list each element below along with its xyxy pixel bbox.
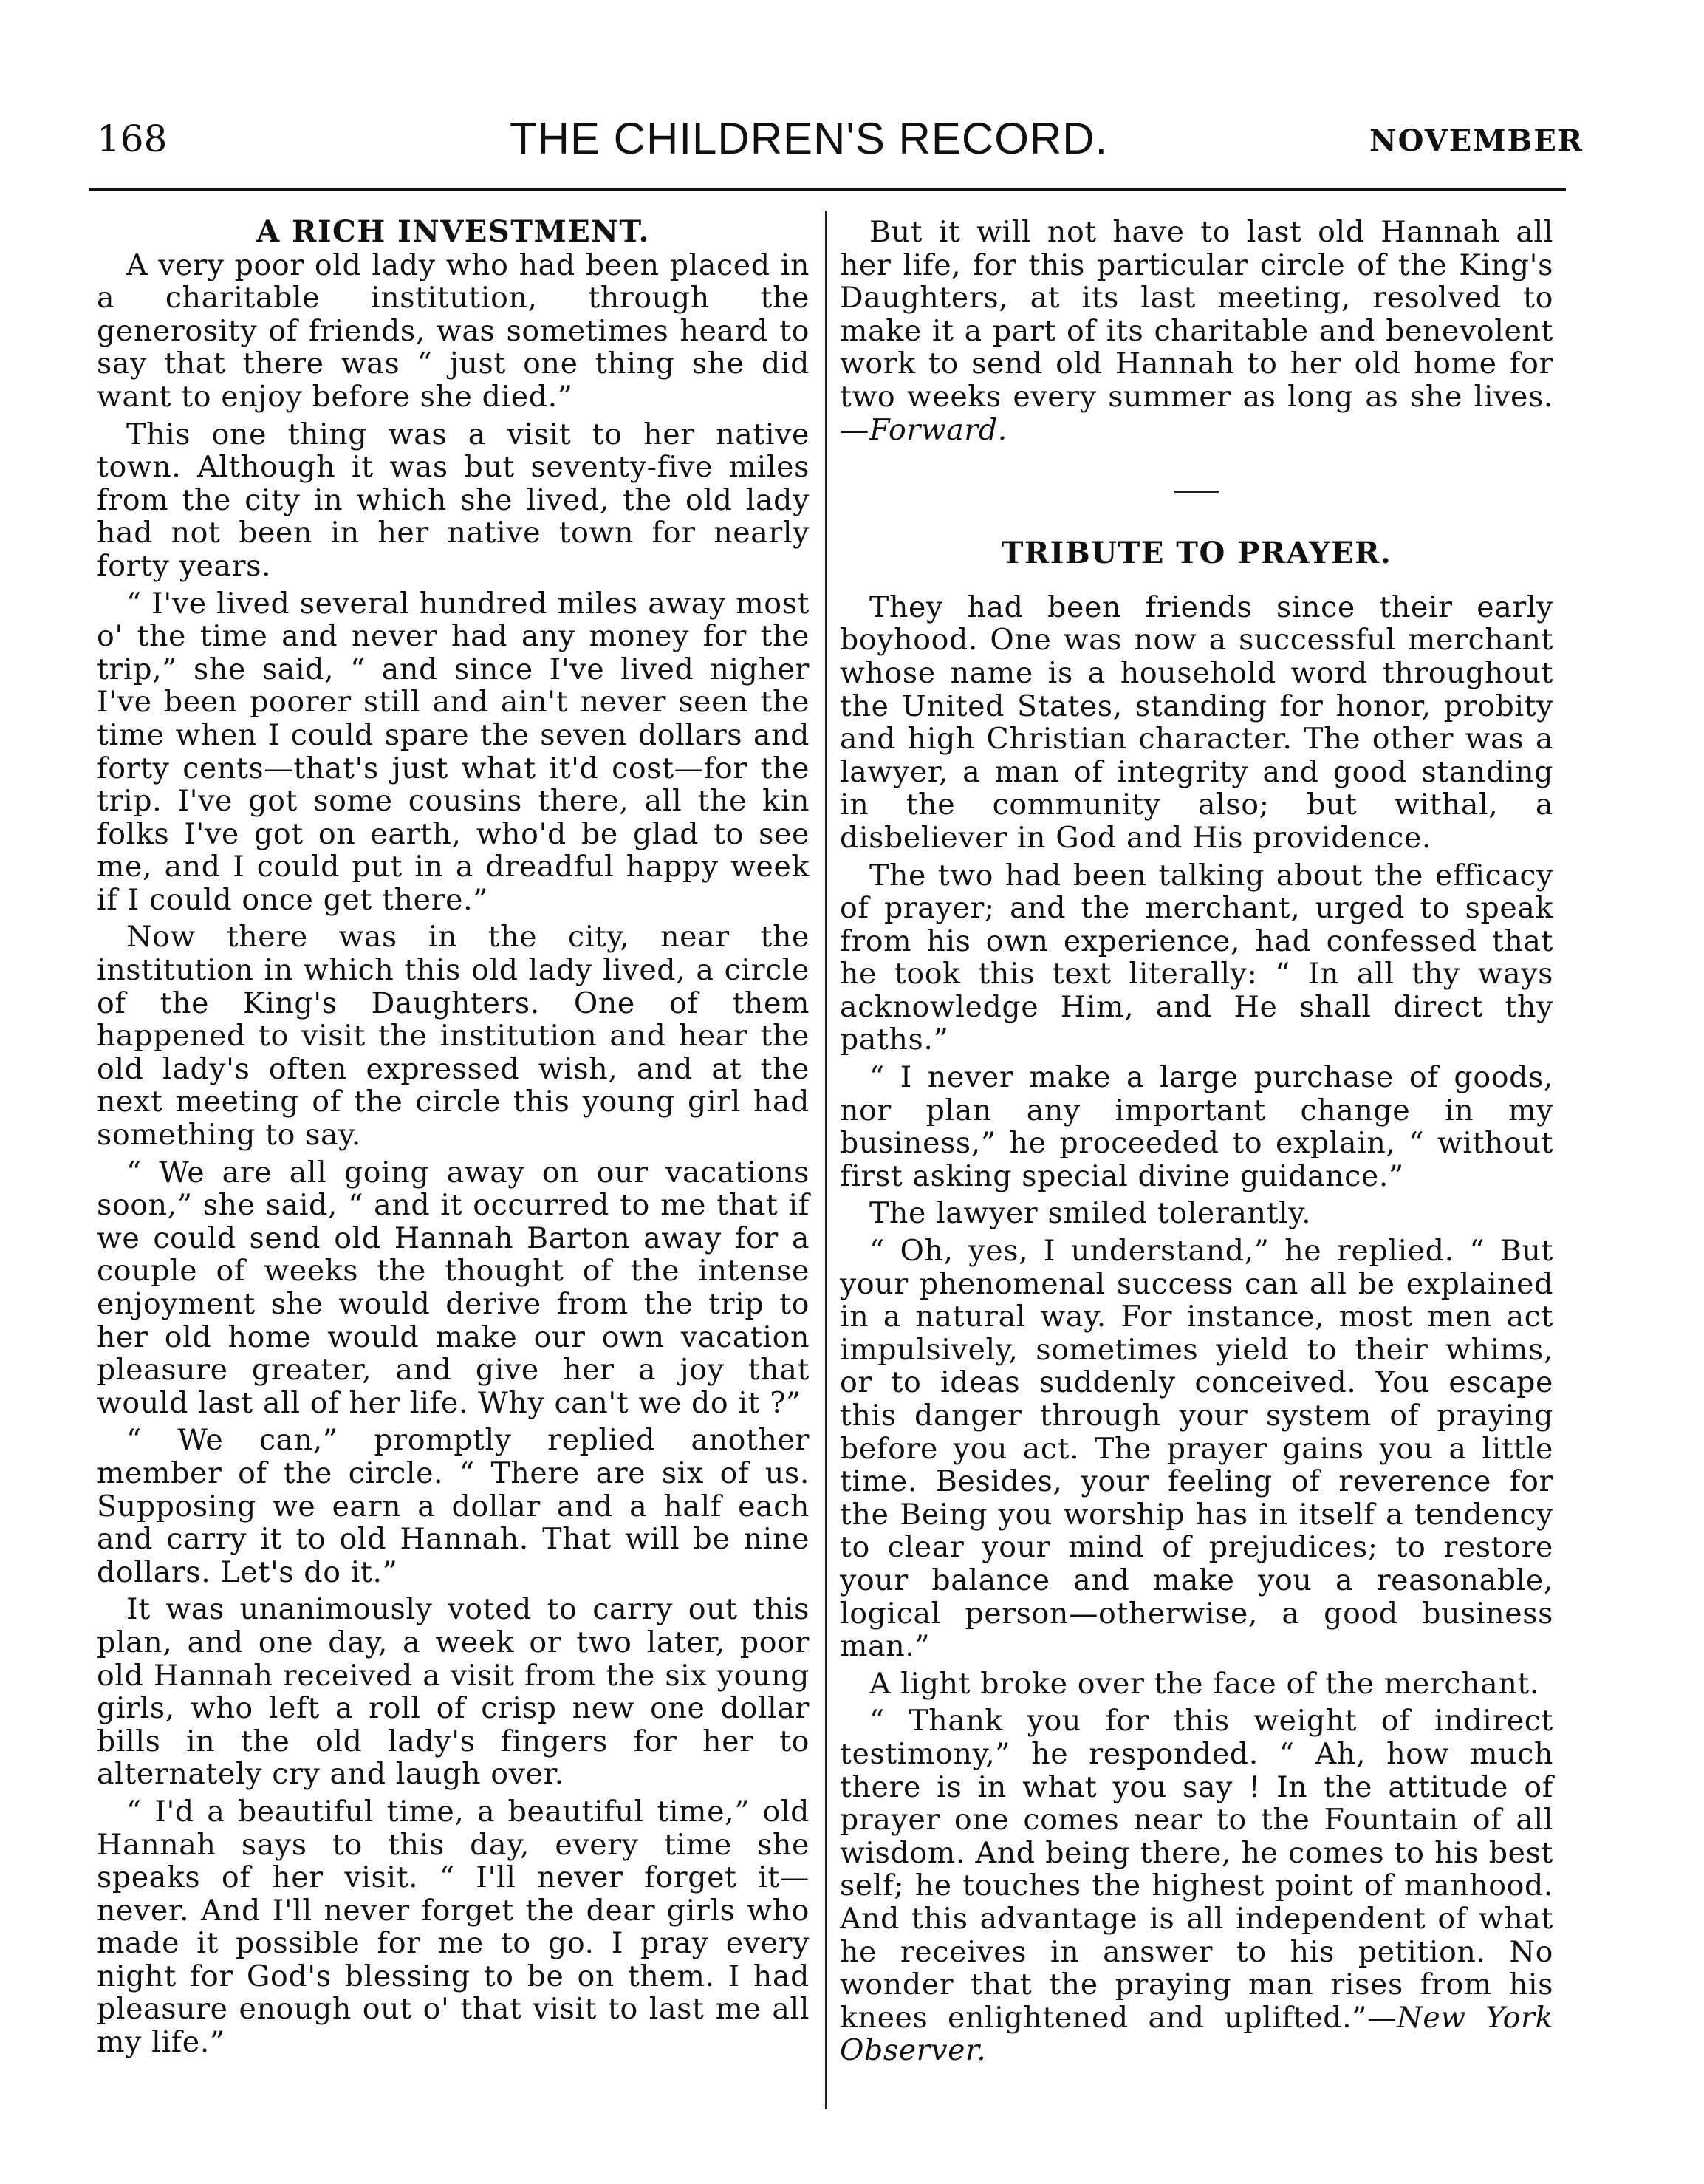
right-column	[840, 216, 1553, 2067]
article-paragraph: “ We can,” promptly replied another member of the circle. “ There are six of us. Supposing we earn a dollar and a half each and carry it to old Hannah. That will be nine dollars. Let's do it.”	[97, 1423, 810, 1589]
continued-text: But it will not have to last old Hannah all her life, for this particular circle of the King's Daughters, at its last meeting, resolved to make it a part of its charitable and benevolent work to send old Hannah to her old home for two weeks every summer as long as she lives.	[840, 215, 1553, 414]
article-source: —New York Observer.	[840, 2000, 1553, 2068]
article-paragraph: “ We are all going away on our vacations soon,” she said, “ and it occurred to me that if we could send old Hannah Barton away for a couple of weeks the thought of the intense enjoyment she would derive from the trip to her old home would make our own vacation pleasure greater, and give her a joy that would last all of her life. Why can't we do it ?”	[97, 1155, 810, 1420]
article-paragraph: They had been friends since their early boyhood. One was now a successful merchant whose name is a household word throughout the United States, standing for honor, probity and high Christian character. The other was a lawyer, a man of integrity and good standing in the community also; but withal, a disbeliever in God and His providence.	[840, 590, 1553, 855]
article-paragraph	[840, 1704, 1553, 2067]
issue-month: NOVEMBER	[1369, 123, 1584, 158]
article-paragraph: “ I've lived several hundred miles away most o' the time and never had any money for the trip,” she said, “ and since I've lived nigher I've been poorer still and ain't never seen the time when I could spare the seven dollars and forty cents—that's just what it'd cost—for the trip. I've got some cousins there, all the kin folks I've got on earth, who'd be glad to see me, and I could put in a dreadful happy week if I could once get there.”	[97, 586, 810, 917]
section-separator	[1174, 491, 1219, 493]
paragraph-text: “ Thank you for this weight of indirect testimony,” he responded. “ Ah, how much there is in what you say ! In the attitude of prayer one comes near to the Fountain of all wisdom. And being there, he comes to his best self; he touches the highest point of manhood. And this advantage is all independent of what he receives in answer to his petition. No wonder that the praying man rises from his knees enlightened and uplifted.”	[840, 1704, 1553, 2035]
article-paragraph-continued	[840, 216, 1553, 446]
article-paragraph: A light broke over the face of the merchant.	[869, 1666, 1539, 1701]
article-paragraph: “ I never make a large purchase of goods, nor plan any important change in my business,” he proceeded to explain, “ without first asking special divine guidance.”	[840, 1060, 1553, 1193]
article-paragraph: The lawyer smiled tolerantly.	[869, 1196, 1312, 1231]
article-heading: TRIBUTE TO PRAYER.	[1001, 536, 1392, 571]
column-divider	[825, 211, 827, 2109]
article-paragraph: A very poor old lady who had been placed in a charitable institution, through the generosity of friends, was sometimes heard to say that there was “ just one thing she did want to enjoy before she died.”	[97, 248, 810, 414]
article-heading: A RICH INVESTMENT.	[256, 214, 650, 249]
article-source: —Forward.	[840, 412, 1007, 447]
article-paragraph: “ I'd a beautiful time, a beautiful time,” old Hannah says to this day, every time she speaks of her visit. “ I'll never forget it—never. And I'll never forget the dear girls who made it possible for me to go. I pray every night for God's blessing to be on them. I had pleasure enough out o' that visit to last me all my life.”	[97, 1794, 810, 2060]
article-paragraph: Now there was in the city, near the institution in which this old lady lived, a circle of the King's Daughters. One of them happened to visit the institution and hear the old lady's often expressed wish, and at the next meeting of the circle this young girl had something to say.	[97, 920, 810, 1153]
page-title: THE CHILDREN'S RECORD.	[510, 114, 1109, 163]
article-paragraph: The two had been talking about the efficacy of prayer; and the merchant, urged to speak from his own experience, had confessed that he took this text literally: “ In all thy ways acknowledge Him, and He shall direct thy paths.”	[840, 858, 1553, 1057]
article-paragraph: It was unanimously voted to carry out this plan, and one day, a week or two later, poor old Hannah received a visit from the six young girls, who left a roll of crisp new one dollar bills in the old lady's fingers for her to alternately cry and laugh over.	[97, 1592, 810, 1792]
article-paragraph: “ Oh, yes, I understand,” he replied. “ But your phenomenal success can all be explained in a natural way. For instance, most men act impulsively, sometimes yield to their whims, or to ideas suddenly conceived. You escape this danger through your system of praying before you act. The prayer gains you a little time. Besides, your feeling of reverence for the Being you worship has in itself a tendency to clear your mind of prejudices; to restore your balance and make you a reasonable, logical person—otherwise, a good business man.”	[840, 1234, 1553, 1664]
header-rule	[89, 188, 1566, 191]
left-column	[97, 216, 810, 2059]
article-paragraph: This one thing was a visit to her native town. Although it was but seventy-five miles from the city in which she lived, the old lady had not been in her native town for nearly forty years.	[97, 417, 810, 583]
page-number: 168	[97, 117, 168, 160]
